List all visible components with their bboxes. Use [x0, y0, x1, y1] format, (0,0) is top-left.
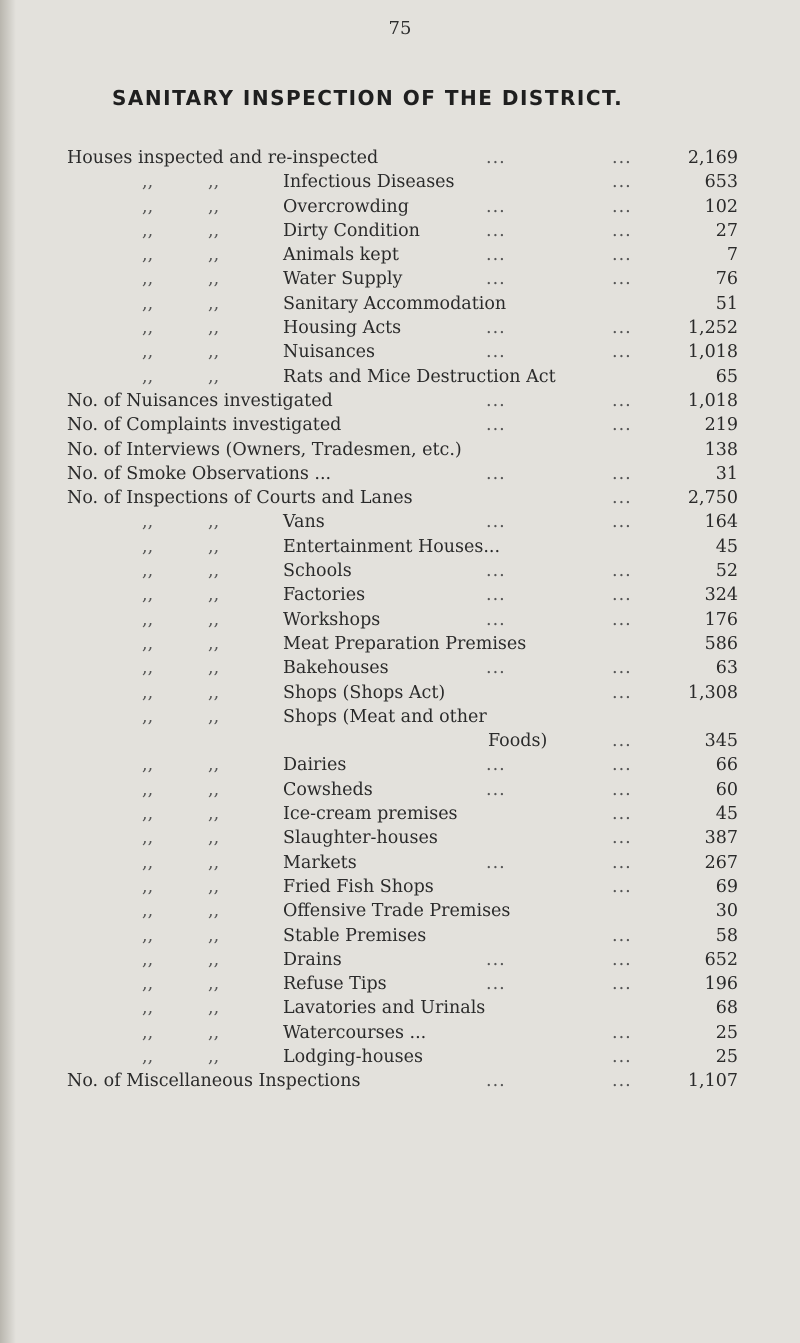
table-row	[0, 146, 800, 170]
row-label: Dairies	[283, 755, 347, 776]
table-row	[0, 267, 800, 291]
ditto-mark: ,,	[208, 585, 220, 606]
ditto-mark: ,,	[208, 366, 220, 387]
ditto-mark: ,,	[208, 949, 220, 970]
row-label: Fried Fish Shops	[283, 876, 434, 897]
ditto-mark: ,,	[208, 755, 220, 776]
row-value: 31	[715, 463, 738, 484]
table-row	[0, 170, 800, 194]
ditto-mark: ,,	[208, 609, 220, 630]
leader-dots: ...	[612, 949, 632, 970]
table-row	[0, 438, 800, 462]
ditto-mark: ,,	[142, 220, 154, 241]
row-label: Dirty Condition	[283, 220, 420, 241]
row-label: Workshops	[283, 609, 381, 630]
ditto-mark: ,,	[142, 1046, 154, 1067]
ditto-mark: ,,	[142, 901, 154, 922]
ditto-mark: ,,	[142, 609, 154, 630]
leader-dots: ...	[486, 245, 506, 266]
row-label: No. of Interviews (Owners, Tradesmen, etc.)	[67, 439, 462, 460]
row-label: No. of Nuisances investigated	[67, 390, 333, 411]
row-value: 102	[704, 196, 738, 217]
leader-dots: ...	[612, 682, 632, 703]
table-row	[0, 243, 800, 267]
leader-dots: ...	[612, 1022, 632, 1043]
ditto-mark: ,,	[142, 342, 154, 363]
leader-dots: ...	[612, 512, 632, 533]
leader-dots: ...	[612, 172, 632, 193]
row-label: Shops (Shops Act)	[283, 682, 446, 703]
ditto-mark: ,,	[208, 633, 220, 654]
leader-dots: ...	[486, 415, 506, 436]
row-value: 1,308	[687, 682, 738, 703]
ditto-mark: ,,	[142, 293, 154, 314]
leader-dots: ...	[612, 609, 632, 630]
row-value: 45	[715, 536, 738, 557]
row-value: 27	[715, 220, 738, 241]
leader-dots: ...	[486, 342, 506, 363]
table-row	[0, 389, 800, 413]
row-value: 586	[704, 633, 738, 654]
ditto-mark: ,,	[208, 293, 220, 314]
leader-dots: ...	[486, 609, 506, 630]
table-row	[0, 729, 800, 753]
row-value: 176	[704, 609, 738, 630]
leader-dots: ...	[486, 220, 506, 241]
ditto-mark: ,,	[208, 828, 220, 849]
leader-dots: ...	[612, 755, 632, 776]
row-value: 30	[715, 901, 738, 922]
ditto-mark: ,,	[142, 682, 154, 703]
table-row	[0, 583, 800, 607]
ditto-mark: ,,	[142, 755, 154, 776]
row-label: Housing Acts	[283, 318, 402, 339]
leader-dots: ...	[612, 731, 632, 752]
ditto-mark: ,,	[142, 245, 154, 266]
leader-dots: ...	[612, 245, 632, 266]
row-label: Sanitary Accommodation	[283, 293, 507, 314]
ditto-mark: ,,	[208, 536, 220, 557]
ditto-mark: ,,	[142, 318, 154, 339]
leader-dots: ...	[612, 390, 632, 411]
row-label: No. of Complaints investigated	[67, 415, 342, 436]
leader-dots: ...	[486, 658, 506, 679]
row-label: No. of Inspections of Courts and Lanes	[67, 488, 413, 509]
leader-dots: ...	[612, 561, 632, 582]
row-value: 65	[715, 366, 738, 387]
ditto-mark: ,,	[208, 269, 220, 290]
row-label: Rats and Mice Destruction Act	[283, 366, 556, 387]
leader-dots: ...	[486, 318, 506, 339]
ditto-mark: ,,	[208, 925, 220, 946]
ditto-mark: ,,	[208, 172, 220, 193]
row-label: Markets	[283, 852, 357, 873]
table-row	[0, 365, 800, 389]
leader-dots: ...	[486, 390, 506, 411]
table-row	[0, 1021, 800, 1045]
row-label: Offensive Trade Premises	[283, 901, 511, 922]
leader-dots: ...	[612, 852, 632, 873]
row-value: 219	[704, 415, 738, 436]
row-value: 387	[704, 828, 738, 849]
table-row	[0, 316, 800, 340]
row-label: Factories	[283, 585, 366, 606]
leader-dots: ...	[486, 852, 506, 873]
leader-dots: ...	[612, 488, 632, 509]
ditto-mark: ,,	[142, 512, 154, 533]
row-value: 324	[704, 585, 738, 606]
row-value: 1,252	[687, 318, 738, 339]
leader-dots: ...	[612, 876, 632, 897]
ditto-mark: ,,	[208, 876, 220, 897]
table-row	[0, 705, 800, 729]
leader-dots: ...	[486, 148, 506, 168]
leader-dots: ...	[612, 585, 632, 606]
table-row	[0, 899, 800, 923]
row-value: 69	[715, 876, 738, 897]
row-value: 1,107	[687, 1071, 738, 1092]
ditto-mark: ,,	[142, 585, 154, 606]
row-label: No. of Miscellaneous Inspections	[67, 1071, 361, 1092]
row-value: 164	[704, 512, 738, 533]
row-label: Shops (Meat and other	[283, 706, 487, 727]
ditto-mark: ,,	[142, 949, 154, 970]
ditto-mark: ,,	[208, 342, 220, 363]
ditto-mark: ,,	[142, 366, 154, 387]
row-value: 7	[726, 245, 738, 266]
ditto-mark: ,,	[142, 998, 154, 1019]
leader-dots: ...	[486, 949, 506, 970]
table-row	[0, 195, 800, 219]
row-label: Schools	[283, 561, 352, 582]
ditto-mark: ,,	[208, 561, 220, 582]
ditto-mark: ,,	[208, 852, 220, 873]
table-row	[0, 1069, 800, 1093]
ditto-mark: ,,	[208, 1046, 220, 1067]
row-label: Houses inspected and re-inspected	[67, 148, 379, 168]
row-label: Drains	[283, 949, 342, 970]
row-label: Vans	[283, 512, 325, 533]
ditto-mark: ,,	[142, 172, 154, 193]
ditto-mark: ,,	[208, 779, 220, 800]
row-label: Refuse Tips	[283, 974, 387, 995]
ditto-mark: ,,	[208, 998, 220, 1019]
ditto-mark: ,,	[142, 925, 154, 946]
row-label: Lavatories and Urinals	[283, 998, 486, 1019]
ditto-mark: ,,	[208, 1022, 220, 1043]
row-value: 345	[704, 731, 738, 752]
ditto-mark: ,,	[208, 901, 220, 922]
row-label: Cowsheds	[283, 779, 373, 800]
table-row	[0, 632, 800, 656]
ditto-mark: ,,	[208, 318, 220, 339]
table-row	[0, 510, 800, 534]
leader-dots: ...	[612, 828, 632, 849]
leader-dots: ...	[612, 925, 632, 946]
table-row	[0, 340, 800, 364]
row-value: 45	[715, 804, 738, 825]
leader-dots: ...	[486, 269, 506, 290]
ditto-mark: ,,	[142, 269, 154, 290]
leader-dots: ...	[612, 1046, 632, 1067]
table-row	[0, 1045, 800, 1069]
row-value: 196	[704, 974, 738, 995]
leader-dots: ...	[612, 342, 632, 363]
ditto-mark: ,,	[208, 220, 220, 241]
ditto-mark: ,,	[208, 245, 220, 266]
ditto-mark: ,,	[142, 804, 154, 825]
row-value: 2,750	[687, 488, 738, 509]
table-row	[0, 826, 800, 850]
leader-dots: ...	[486, 561, 506, 582]
row-label: Ice-cream premises	[283, 804, 458, 825]
table-row	[0, 753, 800, 777]
page-number: 75	[388, 18, 412, 39]
leader-dots: ...	[612, 318, 632, 339]
row-label: Foods)	[488, 731, 548, 752]
ditto-mark: ,,	[142, 1022, 154, 1043]
row-value: 25	[715, 1022, 738, 1043]
table-row	[0, 486, 800, 510]
row-label: Lodging-houses	[283, 1046, 423, 1067]
leader-dots: ...	[612, 1071, 632, 1092]
row-label: Animals kept	[283, 245, 399, 266]
row-value: 25	[715, 1046, 738, 1067]
row-value: 1,018	[687, 342, 738, 363]
table-row	[0, 656, 800, 680]
ditto-mark: ,,	[142, 876, 154, 897]
row-value: 51	[715, 293, 738, 314]
leader-dots: ...	[486, 512, 506, 533]
ditto-mark: ,,	[142, 779, 154, 800]
row-label: Overcrowding	[283, 196, 409, 217]
leader-dots: ...	[612, 974, 632, 995]
row-label: Slaughter-houses	[283, 828, 438, 849]
table-row	[0, 219, 800, 243]
ditto-mark: ,,	[208, 804, 220, 825]
row-label: Meat Preparation Premises	[283, 633, 527, 654]
row-value: 52	[715, 561, 738, 582]
leader-dots: ...	[486, 779, 506, 800]
table-row	[0, 802, 800, 826]
row-value: 63	[715, 658, 738, 679]
leader-dots: ...	[612, 415, 632, 436]
row-value: 2,169	[687, 148, 738, 168]
table-row	[0, 875, 800, 899]
table-row	[0, 462, 800, 486]
leader-dots: ...	[612, 658, 632, 679]
leader-dots: ...	[486, 196, 506, 217]
row-value: 66	[715, 755, 738, 776]
row-label: Watercourses ...	[283, 1022, 427, 1043]
leader-dots: ...	[612, 220, 632, 241]
table-row	[0, 996, 800, 1020]
row-label: Bakehouses	[283, 658, 389, 679]
row-value: 138	[704, 439, 738, 460]
row-label: Infectious Diseases	[283, 172, 455, 193]
leader-dots: ...	[486, 974, 506, 995]
row-label: Nuisances	[283, 342, 376, 363]
ditto-mark: ,,	[142, 852, 154, 873]
table-row	[0, 413, 800, 437]
row-label: No. of Smoke Observations ...	[67, 463, 332, 484]
table-row	[0, 535, 800, 559]
table-row	[0, 559, 800, 583]
leader-dots: ...	[612, 779, 632, 800]
ditto-mark: ,,	[208, 706, 220, 727]
row-value: 68	[715, 998, 738, 1019]
ditto-mark: ,,	[142, 974, 154, 995]
row-value: 76	[715, 269, 738, 290]
leader-dots: ...	[612, 269, 632, 290]
page-title: SANITARY INSPECTION OF THE DISTRICT.	[112, 86, 624, 110]
ditto-mark: ,,	[142, 196, 154, 217]
ditto-mark: ,,	[208, 974, 220, 995]
ditto-mark: ,,	[208, 196, 220, 217]
row-value: 652	[704, 949, 738, 970]
leader-dots: ...	[612, 148, 632, 168]
row-value: 58	[715, 925, 738, 946]
ditto-mark: ,,	[208, 658, 220, 679]
row-value: 267	[704, 852, 738, 873]
leader-dots: ...	[612, 463, 632, 484]
ditto-mark: ,,	[208, 682, 220, 703]
row-value: 60	[715, 779, 738, 800]
row-label: Water Supply	[283, 269, 403, 290]
inspection-table	[0, 146, 800, 1094]
table-row	[0, 972, 800, 996]
leader-dots: ...	[486, 463, 506, 484]
leader-dots: ...	[612, 804, 632, 825]
table-row	[0, 778, 800, 802]
table-row	[0, 924, 800, 948]
ditto-mark: ,,	[142, 658, 154, 679]
row-value: 653	[704, 172, 738, 193]
table-row	[0, 851, 800, 875]
ditto-mark: ,,	[208, 512, 220, 533]
ditto-mark: ,,	[142, 633, 154, 654]
row-label: Stable Premises	[283, 925, 427, 946]
row-label: Entertainment Houses...	[283, 536, 501, 557]
table-row	[0, 948, 800, 972]
ditto-mark: ,,	[142, 828, 154, 849]
table-row	[0, 681, 800, 705]
ditto-mark: ,,	[142, 536, 154, 557]
ditto-mark: ,,	[142, 561, 154, 582]
table-row	[0, 608, 800, 632]
leader-dots: ...	[612, 196, 632, 217]
leader-dots: ...	[486, 1071, 506, 1092]
row-value: 1,018	[687, 390, 738, 411]
ditto-mark: ,,	[142, 706, 154, 727]
leader-dots: ...	[486, 585, 506, 606]
table-row	[0, 292, 800, 316]
leader-dots: ...	[486, 755, 506, 776]
